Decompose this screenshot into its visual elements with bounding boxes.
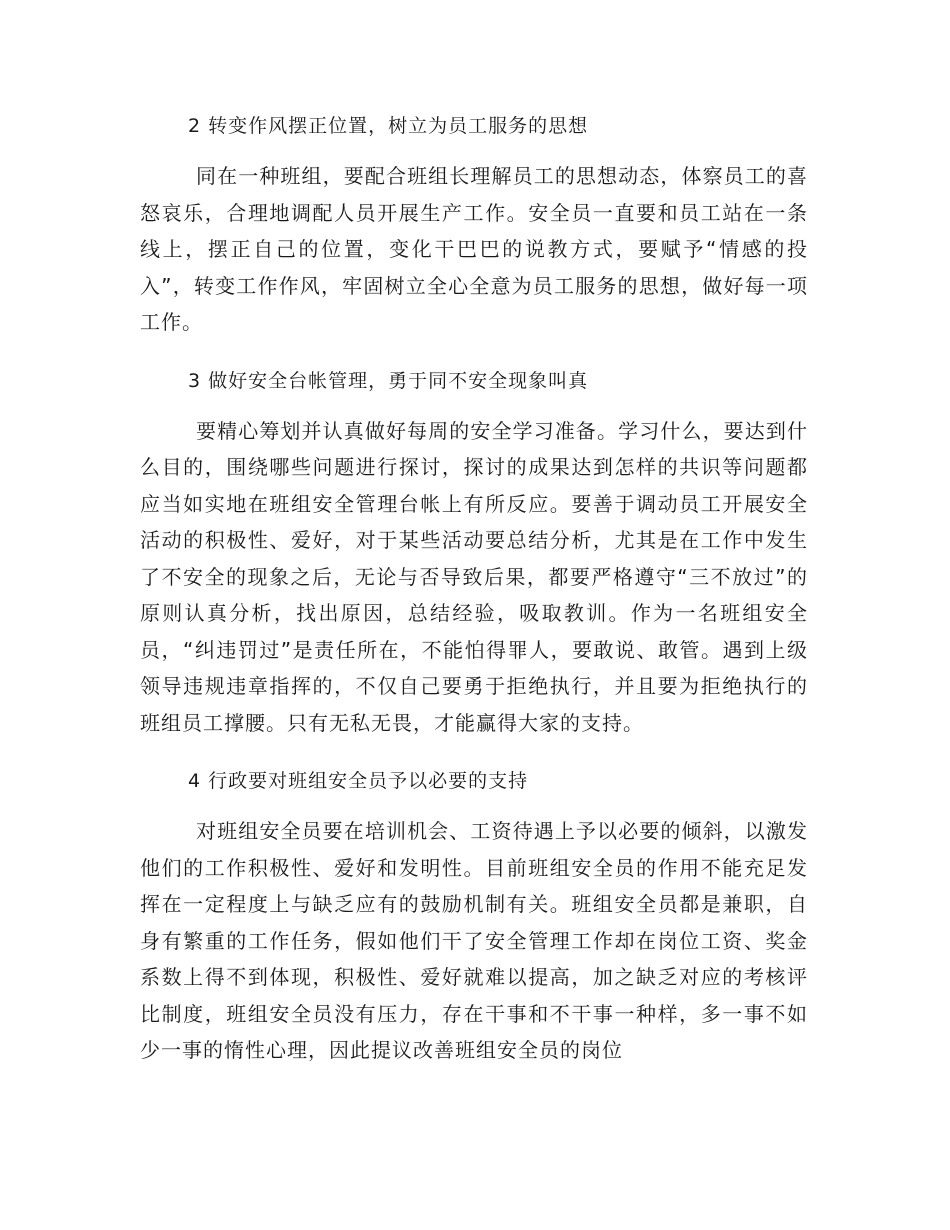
section-body-4: 对班组安全员要在培训机会、工资待遇上予以必要的倾斜，以激发他们的工作积极性、爱好和发明性。目前班组安全员的作用不能充足发挥在一定程度上与缺乏应有的鼓励机制有关。班组安全员都是兼职，自身有繁重的工作任务，假如他们干了安全管理工作却在岗位工资、奖金系数上得不到体现，积极性、爱好就难以提高，加之缺乏对应的考核评比制度，班组安全员没有压力，存在干事和不干事一种样，多一事不如少一事的惰性心理，因此提议改善班组安全员的岗位 bbox=[140, 819, 808, 1062]
section-body-3: 要精心筹划并认真做好每周的安全学习准备。学习什么，要达到什么目的，围绕哪些问题进行探讨，探讨的成果达到怎样的共识等问题都应当如实地在班组安全管理台帐上有所反应。要善于调动员工开展安全活动的积极性、爱好，对于某些活动要总结分析，尤其是在工作中发生了不安全的现象之后，无论与否导致后果，都要严格遵守“三不放过”的原则认真分析，找出原因，总结经验，吸取教训。作为一名班组安全员，“纠违罚过”是责任所在，不能怕得罪人，要敢说、敢管。遇到上级领导违规违章指挥的，不仅自己要勇于拒绝执行，并且要为拒绝执行的班组员工撑腰。只有无私无畏，才能赢得大家的支持。 bbox=[140, 418, 808, 735]
document-page bbox=[140, 108, 808, 1091]
section-heading-2: 2 转变作风摆正位置，树立为员工服务的思想 bbox=[188, 115, 589, 137]
section-heading-4: 4 行政要对班组安全员予以必要的支持 bbox=[188, 770, 529, 792]
section-body-2: 同在一种班组，要配合班组长理解员工的思想动态，体察员工的喜怒哀乐，合理地调配人员开展生产工作。安全员一直要和员工站在一条线上，摆正自己的位置，变化干巴巴的说教方式，要赋予“情感的投入”，转变工作作风，牢固树立全心全意为员工服务的思想，做好每一项工作。 bbox=[140, 164, 808, 334]
section-heading-3: 3 做好安全台帐管理，勇于同不安全现象叫真 bbox=[188, 369, 589, 392]
